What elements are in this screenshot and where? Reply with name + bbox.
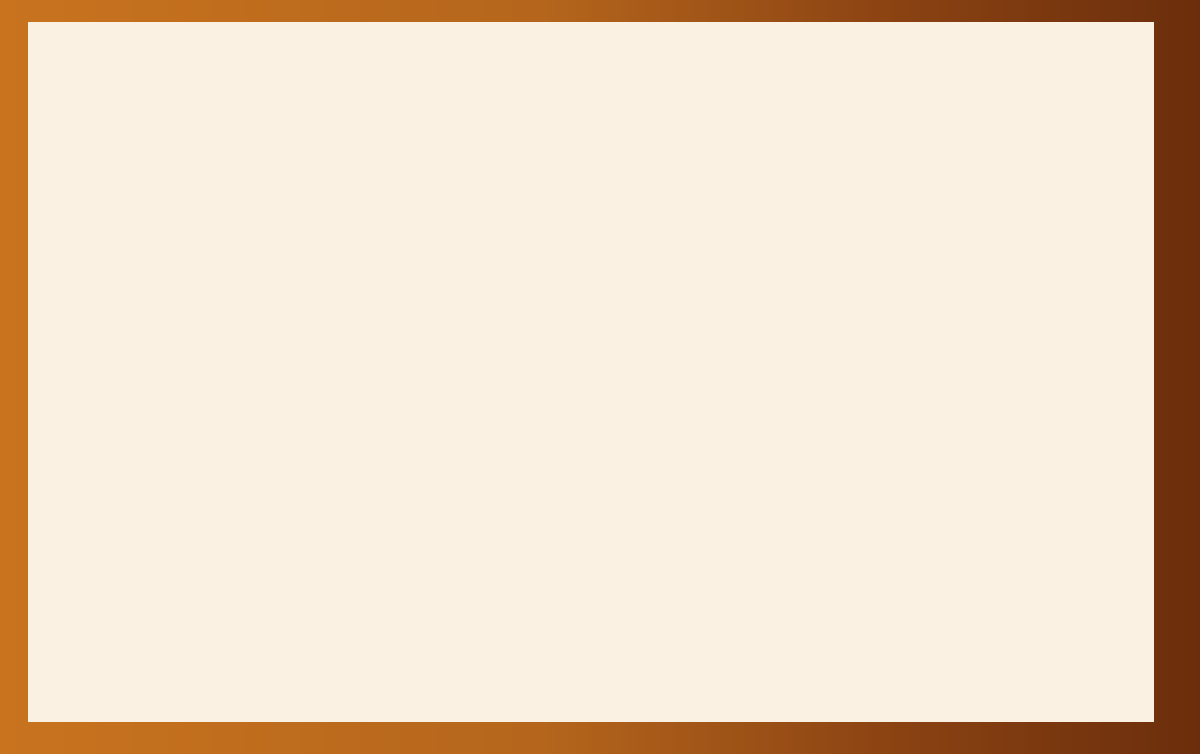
menu-sheet [28, 22, 1154, 722]
